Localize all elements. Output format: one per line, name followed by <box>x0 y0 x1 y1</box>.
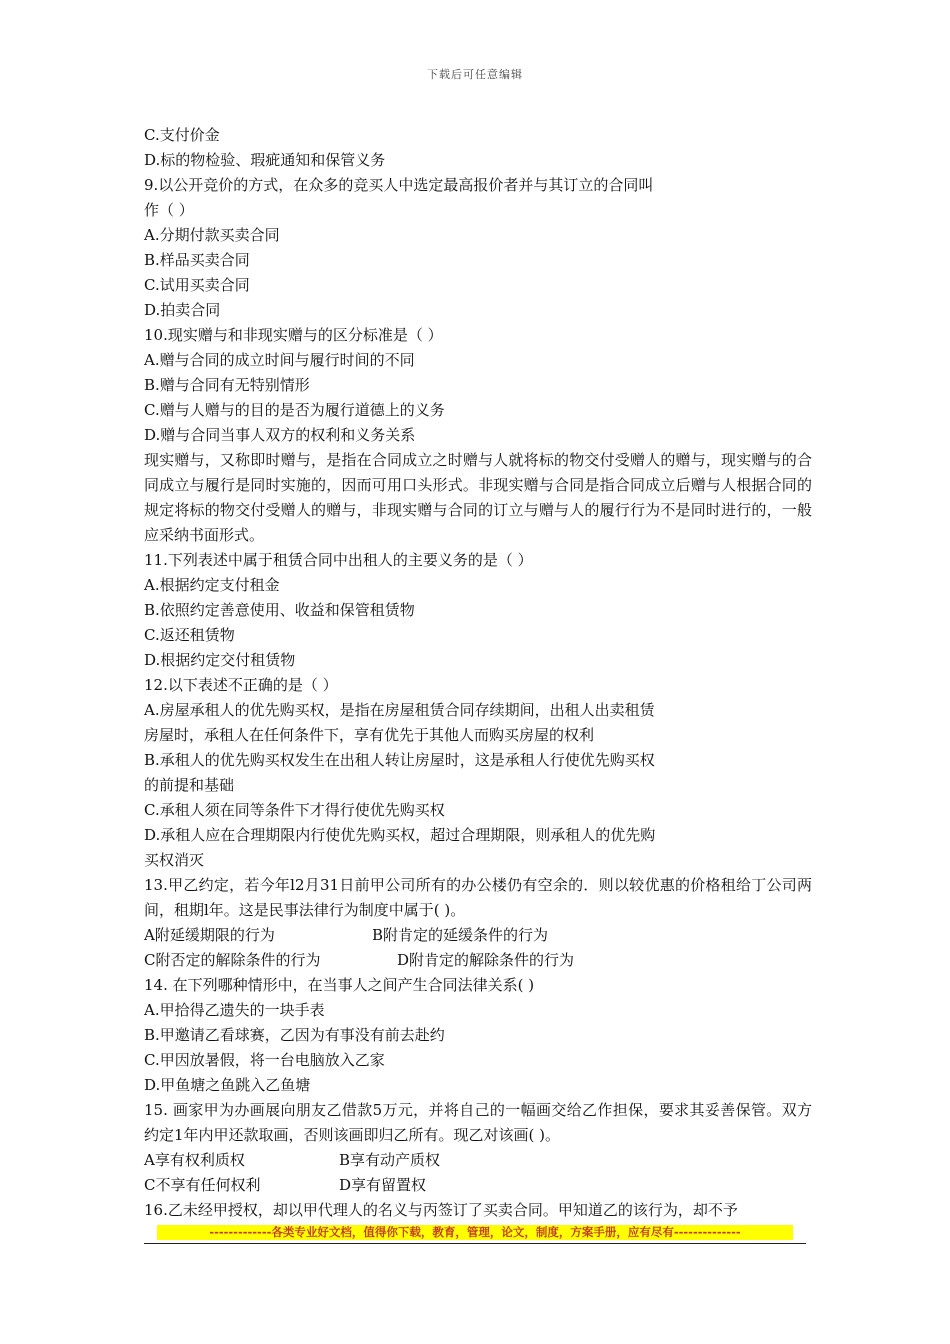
question-11-option-a: A.根据约定支付租金 <box>144 576 280 594</box>
question-13-options-row-1 <box>144 923 812 948</box>
question-13-option-a: A附延缓期限的行为 <box>144 926 275 944</box>
question-14-stem: 14. 在下列哪种情形中，在当事人之间产生合同法律关系( ) <box>144 976 535 994</box>
explanation-paragraph: 现实赠与，又称即时赠与，是指在合同成立之时赠与人就将标的物交付受赠人的赠与，现实赠与的合同成立与履行是同时实施的，因而可用口头形式。非现实赠与合同是指合同成立后赠与人根据合同的规定将标的物交付受赠人的赠与，非现实赠与合同的订立与赠与人的履行行为不是同时进行的，一般应采纳书面形式。 <box>144 451 812 544</box>
question-12-option-d-cont: 买权消灭 <box>144 851 205 869</box>
question-15-option-d: D享有留置权 <box>339 1176 427 1194</box>
question-9-option-c: C.试用买卖合同 <box>144 276 250 294</box>
question-12-option-d: D.承租人应在合理期限内行使优先购买权，超过合理期限，则承租人的优先购 <box>144 826 656 844</box>
footer-divider <box>144 1243 806 1244</box>
question-10-option-a: A.赠与合同的成立时间与履行时间的不同 <box>144 351 415 369</box>
question-15-options-row-2 <box>144 1173 812 1198</box>
question-9-option-a: A.分期付款买卖合同 <box>144 226 280 244</box>
question-10-option-c: C.赠与人赠与的目的是否为履行道德上的义务 <box>144 401 445 419</box>
question-10-stem: 10.现实赠与和非现实赠与的区分标准是（ ） <box>144 326 443 344</box>
question-12-option-a-cont: 房屋时，承租人在任何条件下，享有优先于其他人而购买房屋的权利 <box>144 726 595 744</box>
question-9-stem-cont: 作（ ） <box>144 201 194 219</box>
question-16-stem: 16.乙未经甲授权，却以甲代理人的名义与丙签订了买卖合同。甲知道乙的该行为，却不予 <box>144 1201 738 1219</box>
question-12-option-b-cont: 的前提和基础 <box>144 776 235 794</box>
question-11-option-b: B.依照约定善意使用、收益和保管租赁物 <box>144 601 415 619</box>
question-14-option-d: D.甲鱼塘之鱼跳入乙鱼塘 <box>144 1076 311 1094</box>
question-13-stem: 13.甲乙约定，若今年l2月31日前甲公司所有的办公楼仍有空余的．则以较优惠的价格租给丁公司两间，租期l年。这是民事法律行为制度中属于( )。 <box>144 876 812 919</box>
question-11-stem: 11.下列表述中属于租赁合同中出租人的主要义务的是（ ） <box>144 551 533 569</box>
footer-banner: -------------各类专业好文档，值得你下载，教育，管理，论文，制度，方案手册，应有尽有-------------- <box>157 1225 793 1240</box>
question-12-option-c: C.承租人须在同等条件下才得行使优先购买权 <box>144 801 445 819</box>
question-10-option-b: B.赠与合同有无特别情形 <box>144 376 310 394</box>
question-13-option-c: C附否定的解除条件的行为 <box>144 951 321 969</box>
question-15-option-a: A享有权利质权 <box>144 1151 245 1169</box>
question-15-option-b: B享有动产质权 <box>339 1151 441 1169</box>
document-body <box>144 123 812 1223</box>
question-13-option-d: D附肯定的解除条件的行为 <box>397 951 575 969</box>
question-9-option-b: B.样品买卖合同 <box>144 251 250 269</box>
header-note: 下载后可任意编辑 <box>427 68 523 81</box>
question-14-option-c: C.甲因放暑假，将一台电脑放入乙家 <box>144 1051 385 1069</box>
option-d-line: D.标的物检验、瑕疵通知和保管义务 <box>144 151 386 169</box>
question-12-option-b: B.承租人的优先购买权发生在出租人转让房屋时，这是承租人行使优先购买权 <box>144 751 655 769</box>
question-9-stem: 9.以公开竞价的方式，在众多的竞买人中选定最高报价者并与其订立的合同叫 <box>144 176 654 194</box>
question-12-option-a: A.房屋承租人的优先购买权，是指在房屋租赁合同存续期间，出租人出卖租赁 <box>144 701 655 719</box>
question-11-option-c: C.返还租赁物 <box>144 626 235 644</box>
question-14-option-a: A.甲拾得乙遗失的一块手表 <box>144 1001 325 1019</box>
question-15-stem: 15. 画家甲为办画展向朋友乙借款5万元，并将自己的一幅画交给乙作担保，要求其妥善保管。双方约定1年内甲还款取画，否则该画即归乙所有。现乙对该画( )。 <box>144 1101 812 1144</box>
question-9-option-d: D.拍卖合同 <box>144 301 221 319</box>
question-14-option-b: B.甲邀请乙看球赛，乙因为有事没有前去赴约 <box>144 1026 445 1044</box>
question-13-options-row-2 <box>144 948 812 973</box>
question-13-option-b: B附肯定的延缓条件的行为 <box>372 926 549 944</box>
question-10-option-d: D.赠与合同当事人双方的权利和义务关系 <box>144 426 416 444</box>
question-15-options-row-1 <box>144 1148 812 1173</box>
question-12-stem: 12.以下表述不正确的是（ ） <box>144 676 338 694</box>
question-11-option-d: D.根据约定交付租赁物 <box>144 651 296 669</box>
question-15-option-c: C不享有任何权利 <box>144 1176 261 1194</box>
option-c-line: C.支付价金 <box>144 126 220 144</box>
